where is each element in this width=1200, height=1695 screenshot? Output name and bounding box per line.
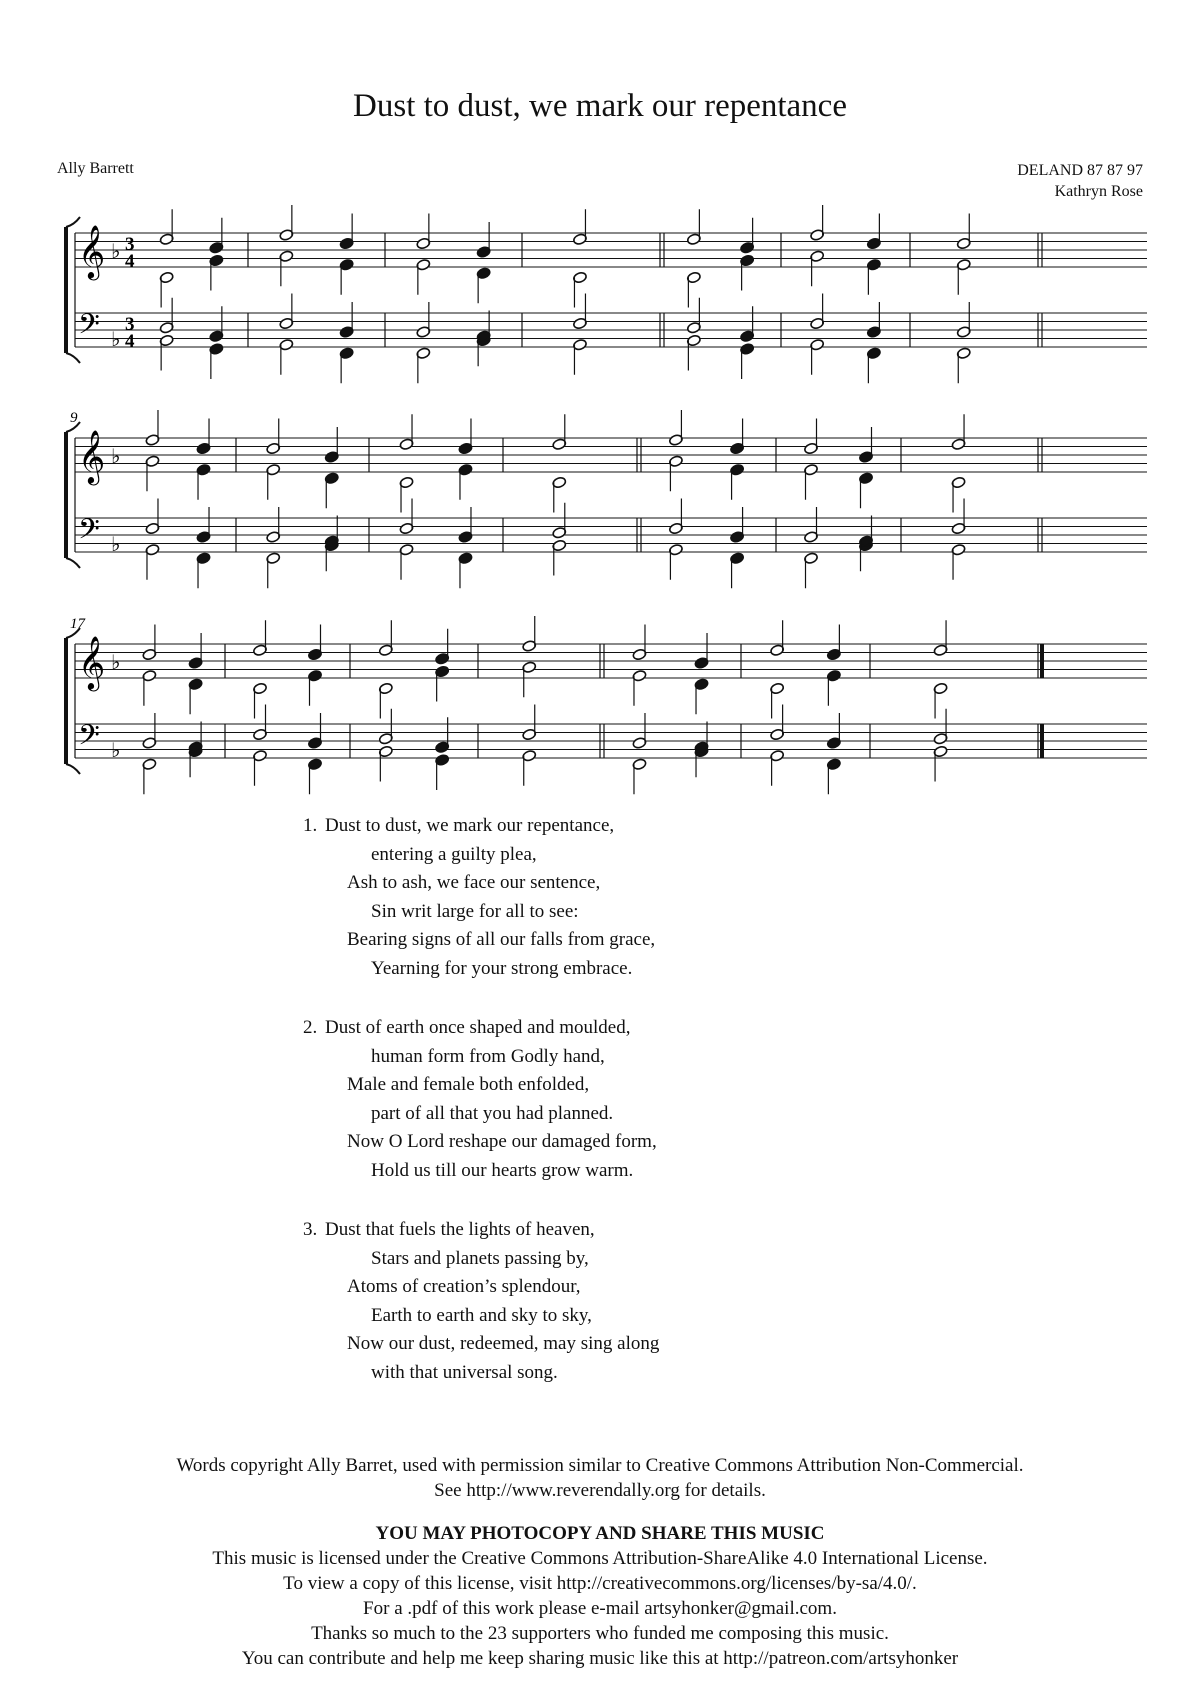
copyright-line: See http://www.reverendally.org for details. <box>434 1480 766 1501</box>
verse-3 <box>303 1216 660 1387</box>
music-score <box>0 0 1200 800</box>
verse-line: Now O Lord reshape our damaged form, <box>347 1131 657 1152</box>
bass-staff <box>75 308 1147 352</box>
license-notice <box>0 1521 1200 1671</box>
license-line: This music is licensed under the Creative Commons Attribution-ShareAlike 4.0 International License. <box>212 1548 988 1569</box>
verse-line: Sin writ large for all to see: <box>371 900 579 922</box>
verse-1 <box>303 812 659 983</box>
bass-clef-icon: 𝄢 <box>78 719 100 759</box>
time-signature: 4 <box>125 331 135 352</box>
verse-line: Yearning for your strong embrace. <box>371 957 633 979</box>
bass-clef-icon: 𝄢 <box>78 308 100 348</box>
license-line: Thanks so much to the 23 supporters who funded me composing this music. <box>311 1623 889 1644</box>
verse-line: Earth to earth and sky to sky, <box>371 1304 592 1326</box>
verse-line: 1. Dust to dust, we mark our repentance, <box>325 812 659 841</box>
flat-icon: ♭ <box>111 444 121 468</box>
time-signature: 4 <box>125 251 135 272</box>
treble-staff <box>75 224 1147 280</box>
score-system <box>66 205 1147 383</box>
composer-name: Kathryn Rose <box>1054 183 1143 200</box>
bass-clef-icon: 𝄢 <box>78 513 100 553</box>
verse-line: Male and female both enfolded, <box>347 1074 590 1095</box>
verse-number: 2. <box>303 1017 318 1038</box>
copyright-line: Words copyright Ally Barret, used with permission similar to Creative Commons Attribution Non-Commercial. <box>176 1455 1024 1476</box>
license-heading: YOU MAY PHOTOCOPY AND SHARE THIS MUSIC <box>375 1523 825 1544</box>
verse-line: part of all that you had planned. <box>371 1102 614 1124</box>
verse-2 <box>303 1014 659 1185</box>
text-author: Ally Barrett <box>57 160 134 177</box>
verse-line: Now our dust, redeemed, may sing along <box>347 1333 660 1354</box>
license-line: For a .pdf of this work please e-mail artsyhonker@gmail.com. <box>363 1598 837 1619</box>
time-signature: 3 <box>125 234 135 255</box>
treble-clef-icon: 𝄞 <box>78 224 106 278</box>
verse-line: Bearing signs of all our falls from grace, <box>347 929 656 950</box>
verse-line: 3. Dust that fuels the lights of heaven, <box>325 1216 659 1245</box>
hymn-verses <box>303 812 660 1418</box>
verse-line: human form from Godly hand, <box>371 1045 605 1067</box>
treble-staff <box>75 635 1147 691</box>
verse-line: with that universal song. <box>371 1361 558 1383</box>
copyright-notice <box>0 1453 1200 1503</box>
hymn-title: Dust to dust, we mark our repentance <box>353 88 847 124</box>
treble-clef-icon: 𝄞 <box>78 635 106 689</box>
flat-icon: ♭ <box>111 239 121 263</box>
time-signature: 3 <box>125 314 135 335</box>
verse-line: 2. Dust of earth once shaped and moulded, <box>325 1014 659 1043</box>
license-line: You can contribute and help me keep sharing music like this at http://patreon.com/artsyhonker <box>241 1648 959 1669</box>
verse-line: Ash to ash, we face our sentence, <box>347 872 601 893</box>
verse-line: entering a guilty plea, <box>371 843 537 865</box>
score-system <box>66 616 1147 794</box>
flat-icon: ♭ <box>111 650 121 674</box>
flat-icon: ♭ <box>111 327 121 351</box>
score-system <box>66 410 1147 588</box>
verse-number: 1. <box>303 815 318 836</box>
flat-icon: ♭ <box>111 532 121 556</box>
license-line: To view a copy of this license, visit http://creativecommons.org/licenses/by-sa/4.0/. <box>283 1573 917 1594</box>
verse-line: Atoms of creation’s splendour, <box>347 1276 581 1297</box>
treble-clef-icon: 𝄞 <box>78 429 106 483</box>
measure-number: 9 <box>70 410 78 426</box>
flat-icon: ♭ <box>111 738 121 762</box>
tune-name-meter: DELAND 87 87 97 <box>1017 162 1143 179</box>
measure-number: 17 <box>70 616 85 632</box>
bass-staff <box>75 719 1147 762</box>
verse-line: Stars and planets passing by, <box>371 1247 589 1269</box>
verse-line: Hold us till our hearts grow warm. <box>371 1159 634 1181</box>
verse-number: 3. <box>303 1219 318 1240</box>
